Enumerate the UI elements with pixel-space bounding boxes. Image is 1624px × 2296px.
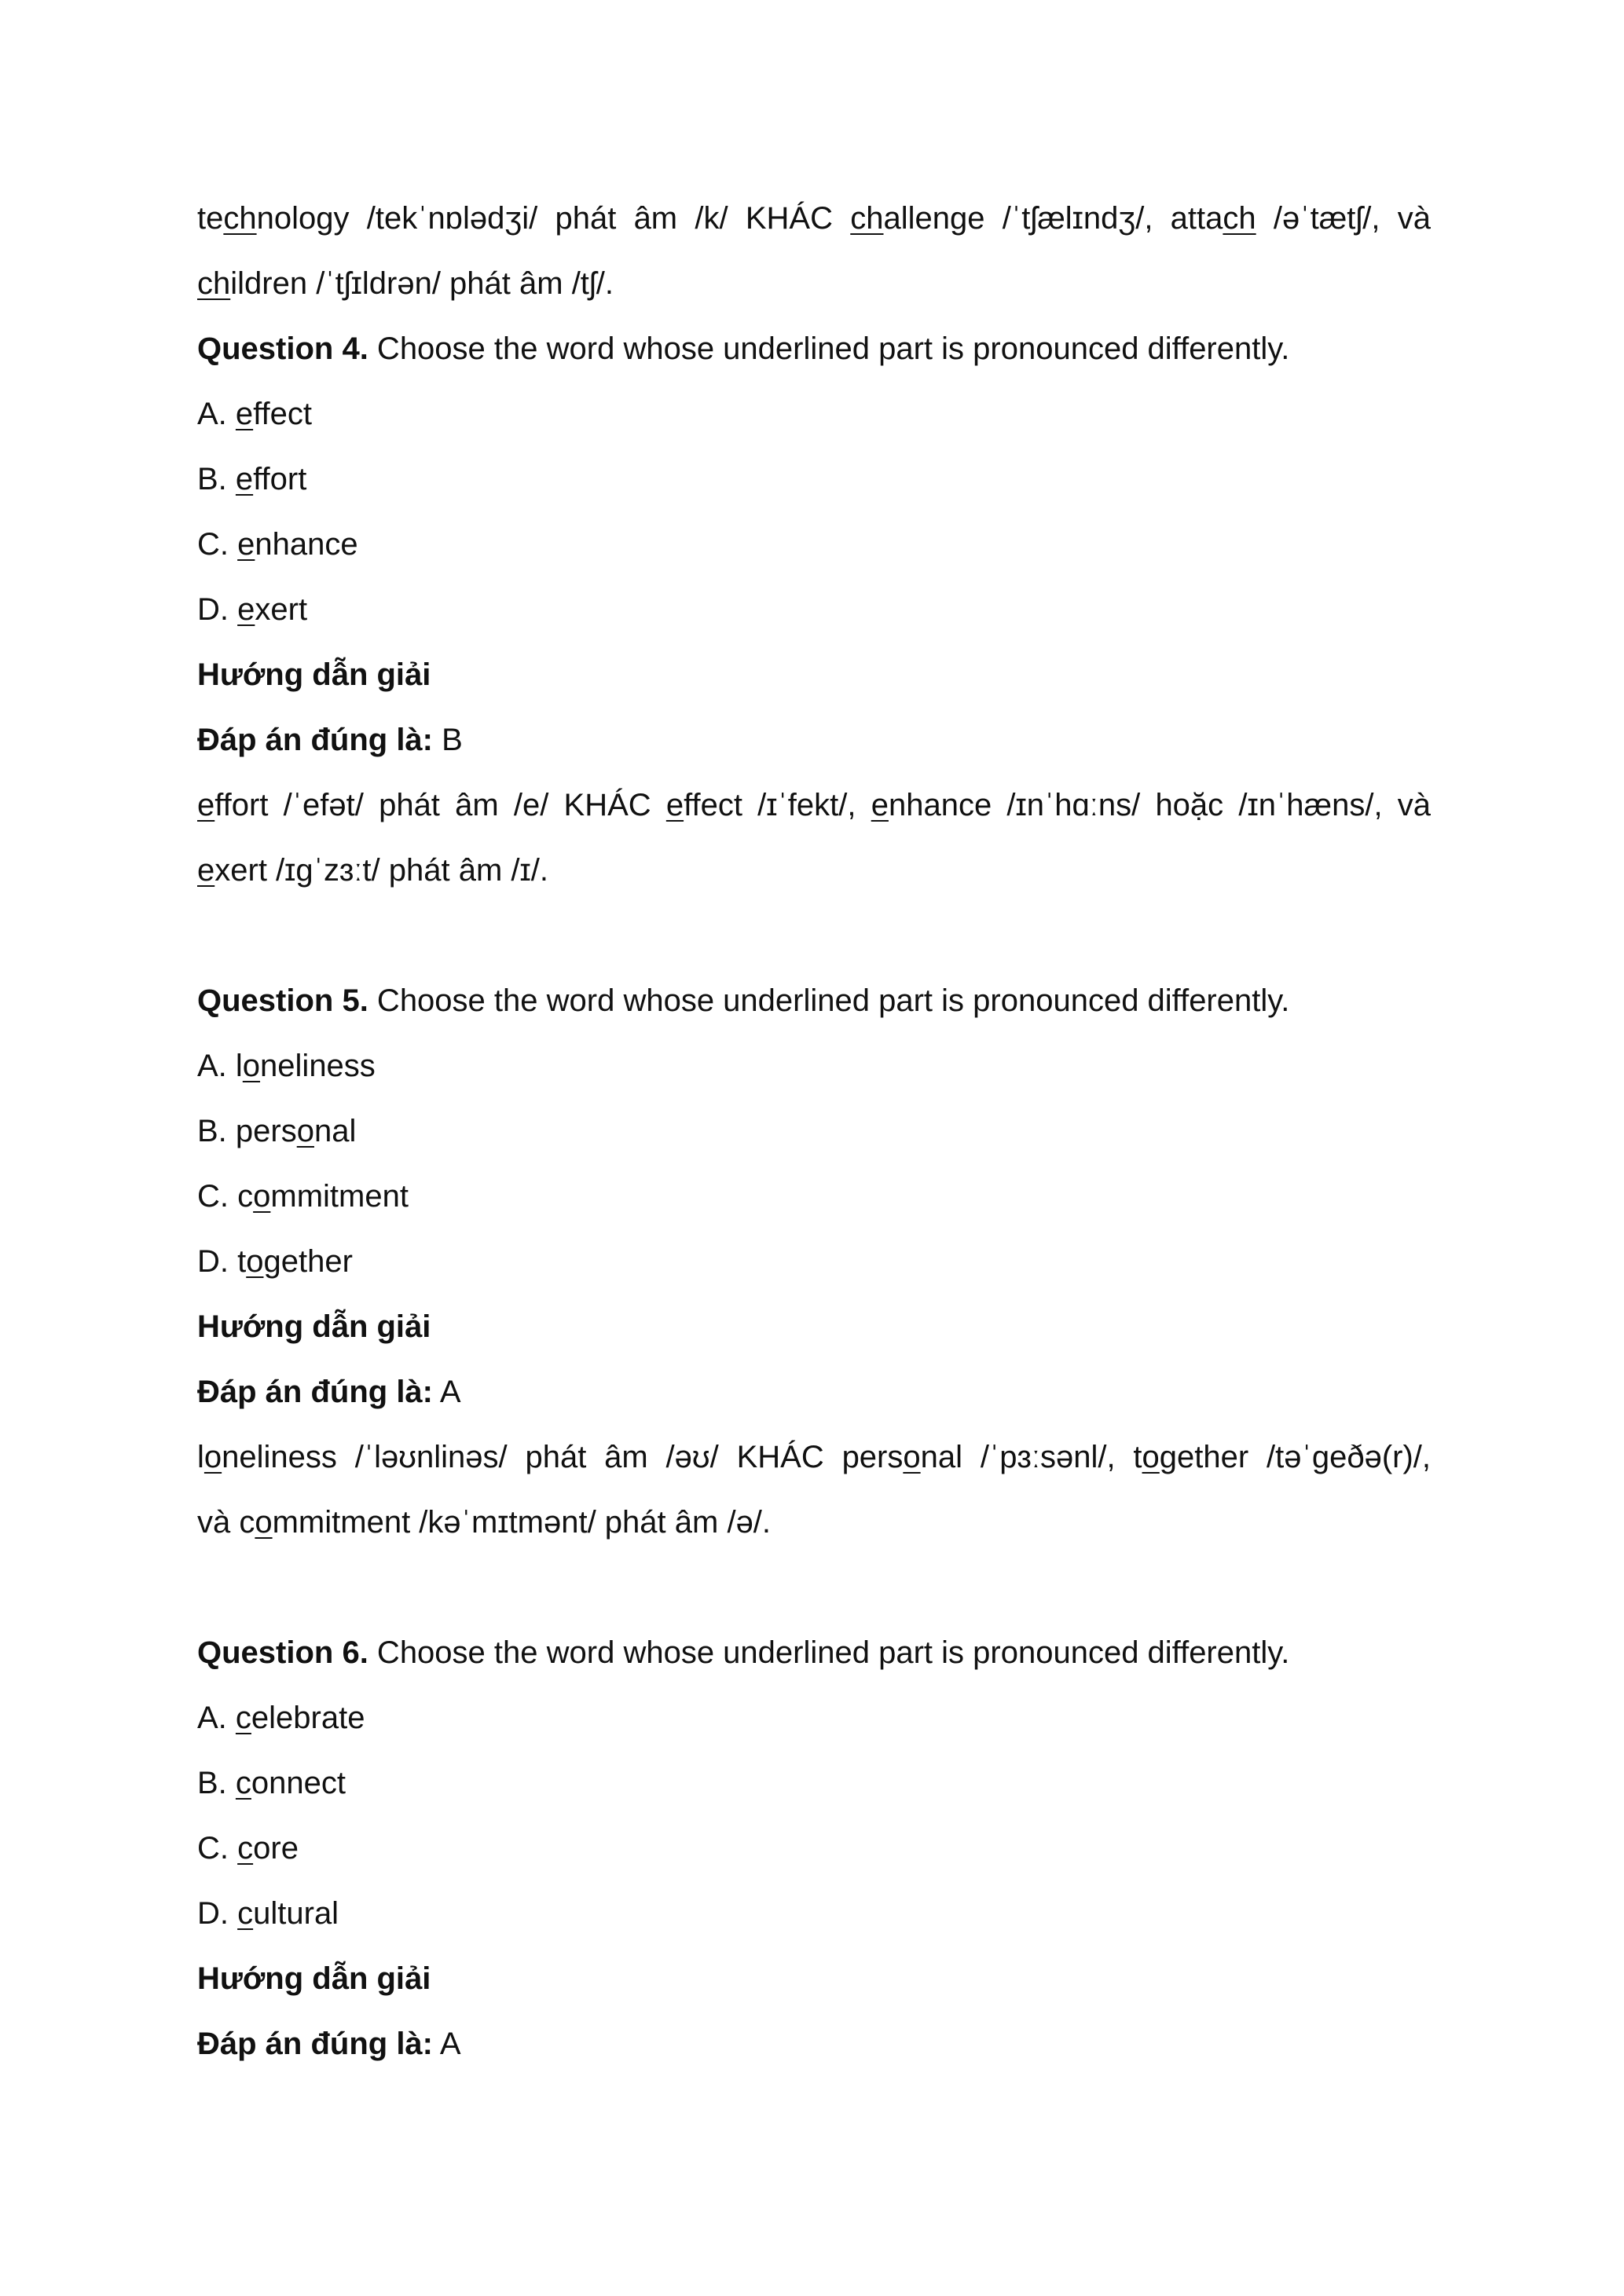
question-5-answer: Đáp án đúng là: A [197, 1375, 461, 1409]
question-5-option-a: A. loneliness [197, 1049, 376, 1083]
question-4-guide-heading: Hướng dẫn giải [197, 657, 431, 692]
question-4-option-d: D. exert [197, 592, 308, 627]
question-5-option-d: D. together [197, 1244, 353, 1279]
question-4-stem: Question 4. Choose the word whose underlined part is pronounced differently. [197, 331, 1290, 366]
question-6-option-b: B. connect [197, 1766, 346, 1800]
question-4-answer: Đáp án đúng là: B [197, 723, 463, 757]
intro-explanation-line-1: technology /tekˈnɒlədʒi/ phát âm /k/ KHÁC challenge /ˈtʃælɪndʒ/, attach /əˈtætʃ/, và [197, 201, 1431, 236]
question-6-option-a: A. celebrate [197, 1701, 365, 1735]
question-5-option-c: C. commitment [197, 1179, 409, 1214]
question-4-option-a: A. effect [197, 397, 313, 431]
question-6-option-c: C. core [197, 1831, 299, 1866]
question-6-stem: Question 6. Choose the word whose underlined part is pronounced differently. [197, 1635, 1290, 1670]
question-5-explanation-line-1: loneliness /ˈləʊnlinəs/ phát âm /əʊ/ KHÁC personal /ˈpɜːsənl/, together /təˈɡeðə(r)/, [197, 1440, 1432, 1474]
question-5-explanation-line-2: và commitment /kəˈmɪtmənt/ phát âm /ə/. [197, 1505, 772, 1540]
question-4-explanation-line-1: effort /ˈefət/ phát âm /e/ KHÁC effect /ɪˈfekt/, enhance /ɪnˈhɑːns/ hoặc /ɪnˈhæns/, và [197, 788, 1431, 822]
question-4-option-c: C. enhance [197, 527, 358, 562]
question-5-stem: Question 5. Choose the word whose underlined part is pronounced differently. [197, 983, 1290, 1018]
question-4-option-b: B. effort [197, 462, 307, 496]
question-5-option-b: B. personal [197, 1114, 357, 1148]
question-5-guide-heading: Hướng dẫn giải [197, 1309, 431, 1344]
question-6-answer: Đáp án đúng là: A [197, 2027, 461, 2061]
intro-explanation-line-2: children /ˈtʃɪldrən/ phát âm /tʃ/. [197, 266, 614, 301]
question-6-guide-heading: Hướng dẫn giải [197, 1961, 431, 1996]
question-6-option-d: D. cultural [197, 1896, 339, 1931]
question-4-explanation-line-2: exert /ɪɡˈzɜːt/ phát âm /ɪ/. [197, 853, 548, 888]
